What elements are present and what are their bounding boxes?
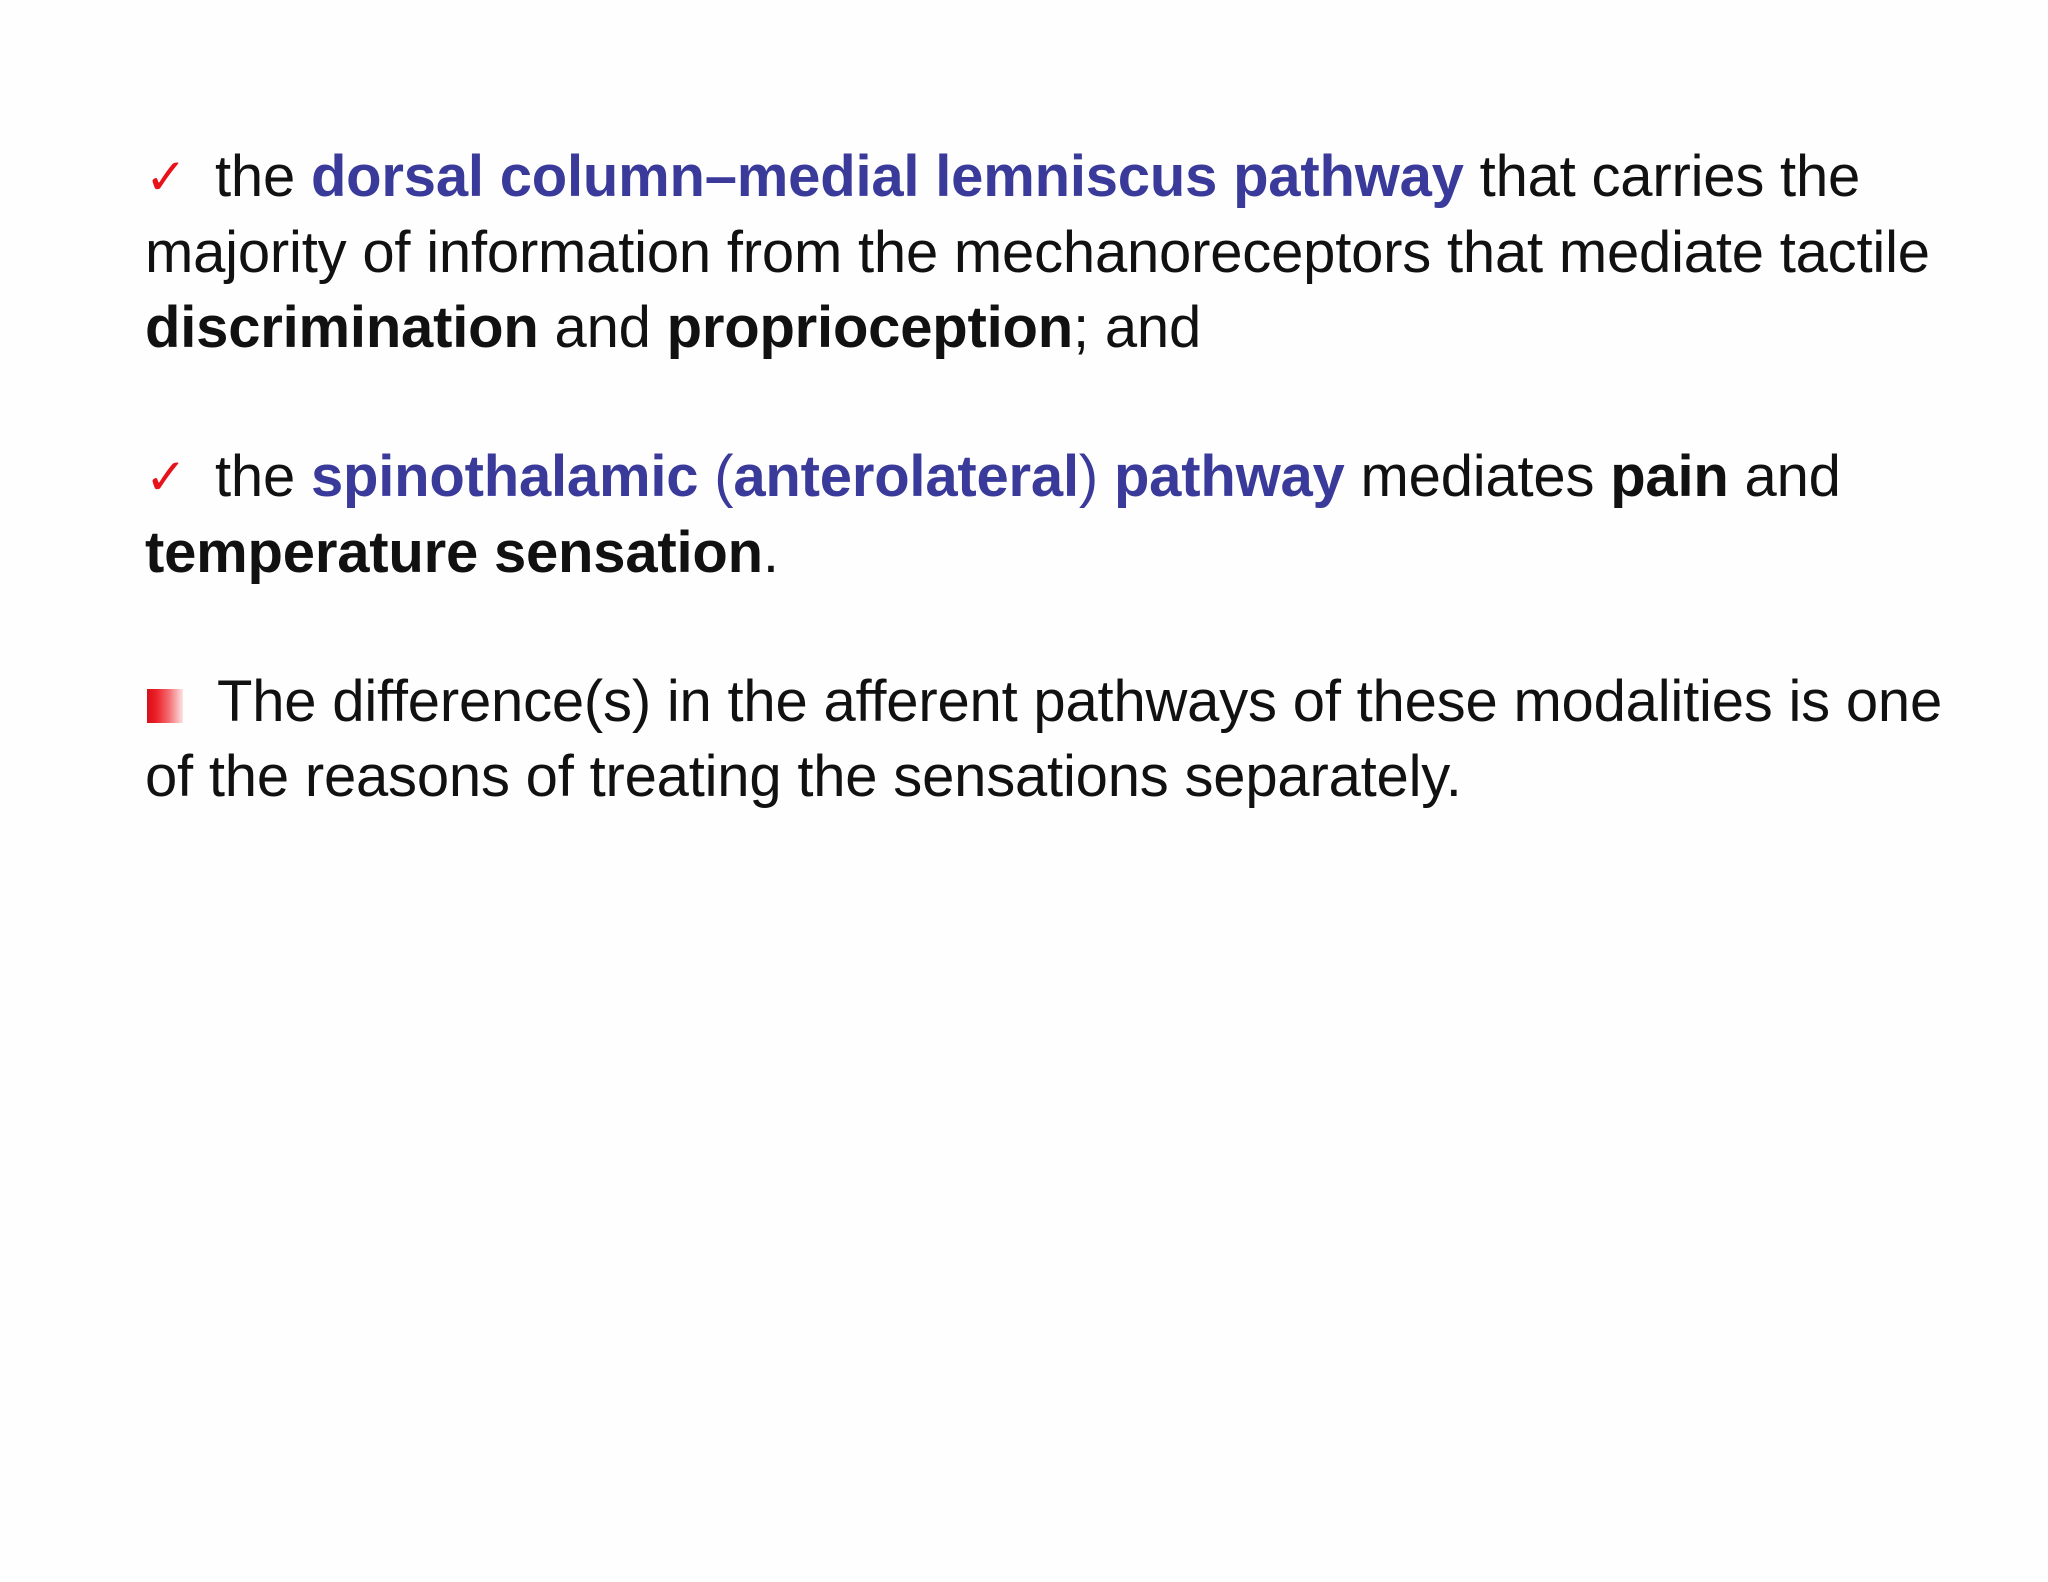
bullet-spinothalamic xyxy=(145,439,2005,590)
bullet-difference xyxy=(145,664,2005,814)
bullet1-bold-discrimination: discrimination xyxy=(145,295,539,360)
bullet2-term-pathway: pathway xyxy=(1113,444,1345,509)
bullet1-text-4: ; and xyxy=(1073,295,1202,360)
bullet2-term-anterolateral: anterolateral xyxy=(733,444,1079,509)
bullet2-bold-temperature-sensation: temperature sensation xyxy=(145,520,763,585)
bullet3-text: The difference(s) in the afferent pathways of these modalities is one of the reasons of treating the sensations separately. xyxy=(145,669,1943,809)
bullet2-paren-close: ) xyxy=(1078,444,1114,509)
bullet1-text-3: and xyxy=(538,295,667,360)
bullet2-bold-pain: pain xyxy=(1610,444,1729,509)
bullet2-paren-open: ( xyxy=(698,444,734,509)
checkmark-icon: ✓ xyxy=(145,149,187,205)
bullet-dorsal-column xyxy=(145,139,2005,365)
bullet2-text-3: and xyxy=(1728,444,1841,509)
red-square-bullet-icon xyxy=(147,689,183,723)
bullet2-text-1: the xyxy=(215,444,311,509)
bullet1-text-2: that carries the majority of information from the mechanoreceptors that mediate tactile xyxy=(145,144,1930,285)
bullet1-bold-proprioception: proprioception xyxy=(666,295,1074,360)
checkmark-icon: ✓ xyxy=(145,449,187,505)
bullet2-text-2: mediates xyxy=(1344,444,1611,509)
bullet2-term-spinothalamic: spinothalamic xyxy=(310,444,699,509)
bullet1-text-1: the xyxy=(215,144,311,209)
bullet1-pathway-term: dorsal column–medial lemniscus pathway xyxy=(310,144,1464,209)
bullet2-text-4: . xyxy=(762,520,779,585)
